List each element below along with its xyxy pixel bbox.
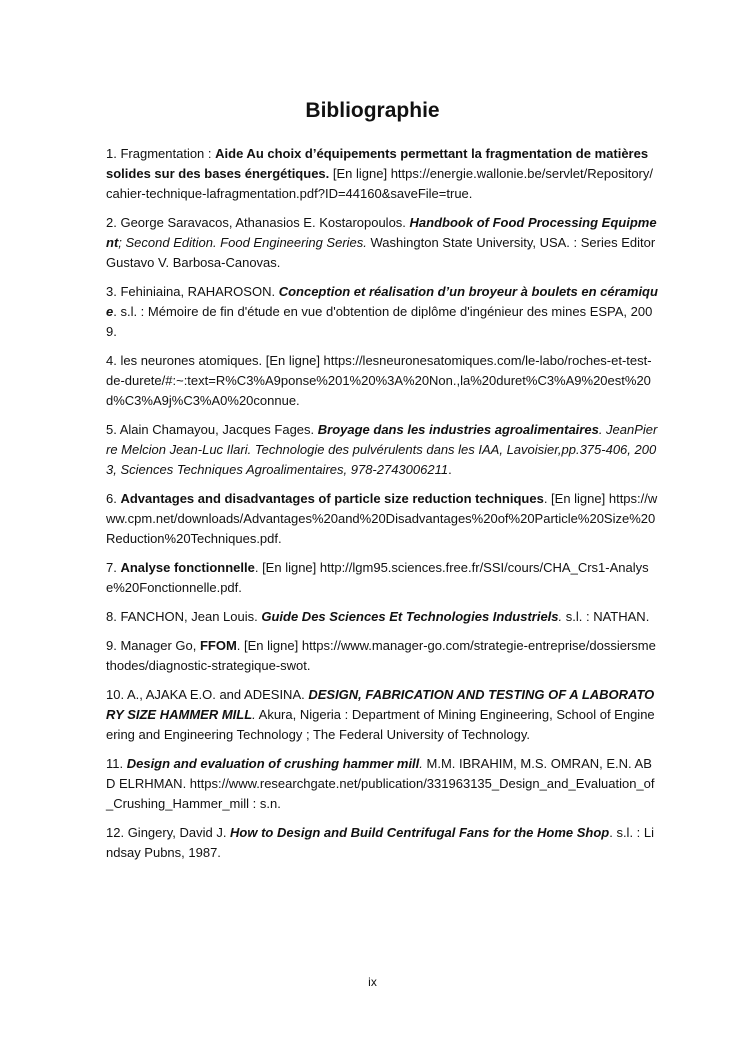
entry-number: 4.: [106, 353, 121, 368]
entry-title: Conception et réalisation d’un broyeur à boulets en céramique: [106, 284, 658, 319]
entry-title: Analyse fonctionnelle: [120, 560, 255, 575]
entry-end: .: [448, 462, 452, 477]
page-number: ix: [368, 975, 377, 989]
entry-authors: Gingery, David J.: [127, 825, 231, 840]
entry-number: 1.: [106, 146, 121, 161]
entry-authors: FANCHON, Jean Louis.: [120, 609, 262, 624]
bibliography-entry: [106, 685, 658, 745]
bibliography-entry: [106, 420, 658, 480]
entry-title: FFOM: [199, 638, 237, 653]
entry-number: 5.: [106, 422, 120, 437]
bibliography-entry: [106, 607, 658, 627]
bibliography-entry: [106, 144, 658, 204]
entry-edition: ; Second Edition. Food Engineering Series.: [118, 235, 367, 250]
entry-number: 2.: [106, 215, 121, 230]
entry-authors: A., AJAKA E.O. and ADESINA.: [126, 687, 309, 702]
entry-text: M.M. IBRAHIM, M.S. OMRAN, E.N. ABD ELRHMAN. https://www.researchgate.net/publication/331963135_Design_and_Evaluation_of_Crushing_Hammer_mill : s.n.: [106, 756, 655, 811]
entry-authors: Manager Go,: [120, 638, 200, 653]
entry-authors: George Saravacos, Athanasios E. Kostaropoulos.: [120, 215, 410, 230]
entry-title: Guide Des Sciences Et Technologies Industriels: [261, 609, 559, 624]
entry-punct: .: [419, 756, 423, 771]
bibliography-entry: [106, 636, 658, 676]
entry-number: 3.: [106, 284, 121, 299]
entry-title: Advantages and disadvantages of particle size reduction techniques: [120, 491, 544, 506]
entry-title: Handbook of Food Processing Equipment: [106, 215, 657, 250]
entry-details: . JeanPierre Melcion Jean-Luc Ilari. Technologie des pulvérulents dans les IAA, Lavoisier,pp.375-406, 2003, Sciences Techniques Agroalimentaires, 978-2743006211: [106, 422, 658, 477]
entry-authors: Alain Chamayou, Jacques Fages.: [119, 422, 318, 437]
entry-title: Design and evaluation of crushing hammer mill: [126, 756, 420, 771]
entry-text: les neurones atomiques. [En ligne] https://lesneuronesatomiques.com/le-labo/roches-et-test-de-durete/#:~:text=R%C3%A9ponse%201%20%3A%20Non.,la%20duret%C3%A9%20est%20d%C3%A9j%C3%A0%20connue.: [106, 353, 652, 408]
bibliography-entry: [106, 489, 658, 549]
entry-number: 6.: [106, 491, 121, 506]
entry-text: Fragmentation :: [120, 146, 216, 161]
bibliography-entry: [106, 754, 658, 814]
entry-text: . [En ligne] https://www.cpm.net/downloads/Advantages%20and%20Disadvantages%20of%20Particle%20Size%20Reduction%20Techniques.pdf.: [106, 491, 658, 546]
bibliography-entry: [106, 823, 658, 863]
entry-punct: .: [558, 609, 563, 624]
entry-publisher: Washington State University, USA. : Series Editor Gustavo V. Barbosa-Canovas.: [106, 235, 656, 270]
entry-text: . [En ligne] https://www.manager-go.com/strategie-entreprise/dossiersmethodes/diagnostic-strategique-swot.: [106, 638, 656, 673]
entry-number: 12.: [106, 825, 128, 840]
page-title: Bibliographie: [305, 99, 440, 122]
entry-title: Aide Au choix d’équipements permettant la fragmentation de matières solides sur des bases énergétiques.: [106, 146, 649, 181]
entry-number: 8.: [106, 609, 121, 624]
entry-title: Broyage dans les industries agroalimentaires: [317, 422, 599, 437]
bibliography-entry: [106, 351, 658, 411]
bibliography-entry: [106, 213, 658, 273]
entry-publisher: s.l. : NATHAN.: [562, 609, 650, 624]
entry-text: . [En ligne] http://lgm95.sciences.free.fr/SSI/cours/CHA_Crs1-Analyse%20Fonctionnelle.pdf.: [106, 560, 649, 595]
bibliography-entry: [106, 558, 658, 598]
entry-text: [En ligne] https://energie.wallonie.be/servlet/Repository/cahier-technique-lafragmentation.pdf?ID=44160&saveFile=true.: [106, 166, 653, 201]
entry-title: How to Design and Build Centrifugal Fans for the Home Shop: [230, 825, 610, 840]
entry-number: 10.: [106, 687, 127, 702]
bibliography-entry: [106, 282, 658, 342]
entry-title: DESIGN, FABRICATION AND TESTING OF A LABORATORY SIZE HAMMER MILL: [106, 687, 655, 722]
entry-number: 7.: [106, 560, 121, 575]
entry-publisher: Akura, Nigeria : Department of Mining Engineering, School of Engineering and Engineering Technology ; The Federal University of Technology.: [106, 707, 655, 742]
entry-number: 9.: [106, 638, 121, 653]
entry-number: 11.: [106, 756, 127, 771]
entry-details: . s.l. : Lindsay Pubns, 1987.: [106, 825, 655, 860]
entry-punct: .: [252, 707, 256, 722]
entry-details: . s.l. : Mémoire de fin d'étude en vue d'obtention de diplôme d'ingénieur des mines ESPA, 2009.: [106, 304, 653, 339]
bibliography-list: [106, 144, 658, 872]
entry-authors: Fehiniaina, RAHAROSON.: [120, 284, 279, 299]
